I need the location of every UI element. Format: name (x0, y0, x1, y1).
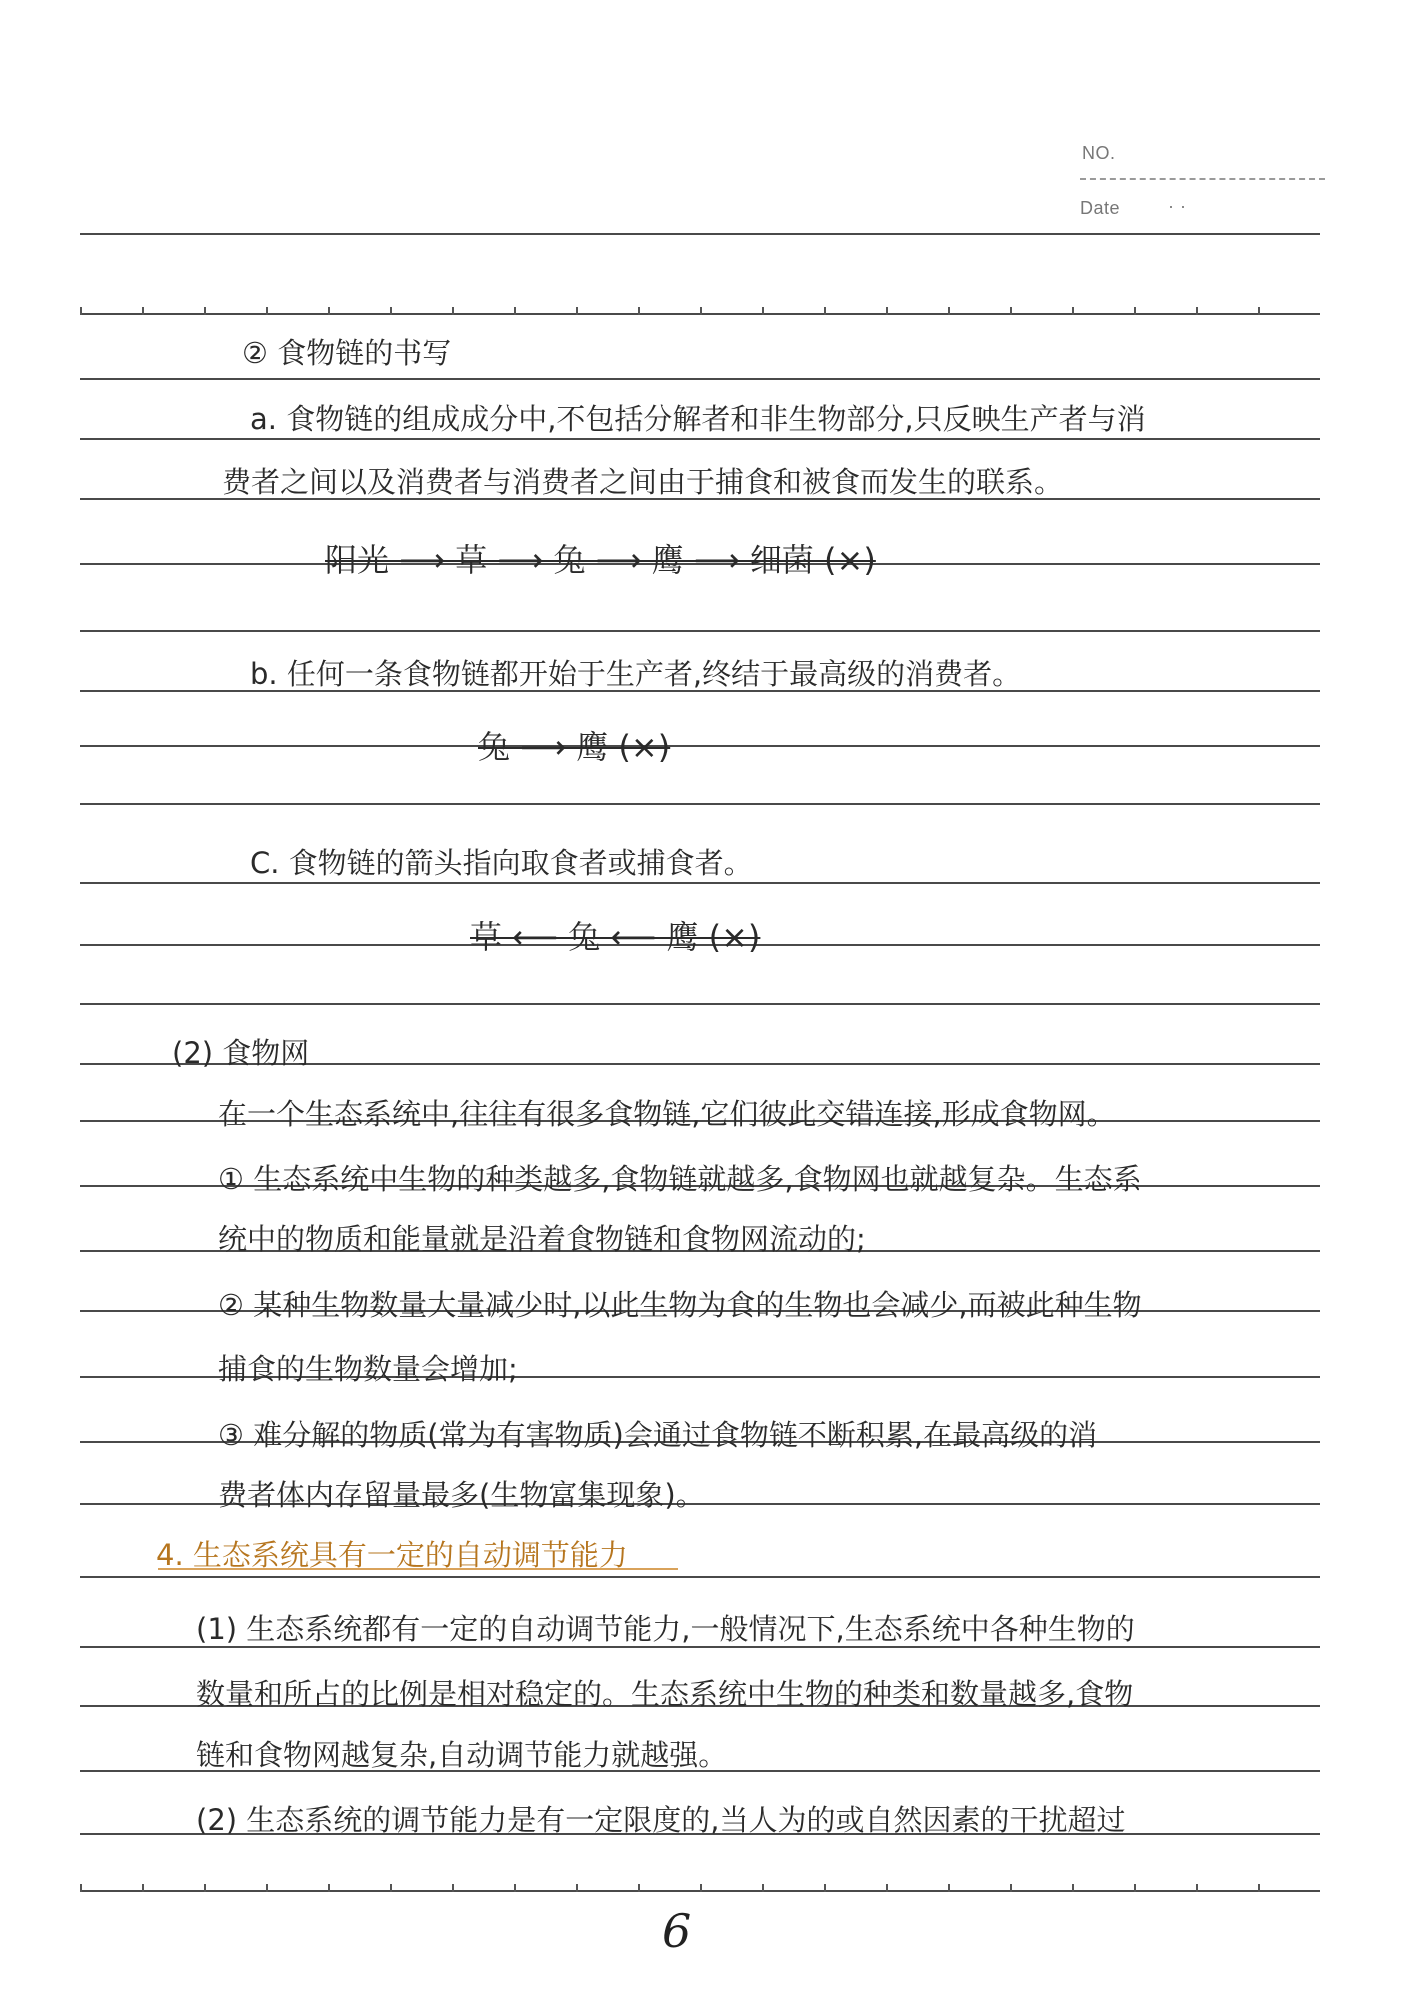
ruled-line (80, 630, 1320, 632)
ruled-line (80, 1003, 1320, 1005)
point-c-text: C. 食物链的箭头指向取食者或捕食者。 (250, 846, 753, 880)
ruled-line (80, 313, 1320, 315)
food-web-point-1: ① 生态系统中生物的种类越多,食物链就越多,食物网也就越复杂。生态系 (218, 1162, 1142, 1196)
ruled-line (80, 1646, 1320, 1648)
food-web-intro: 在一个生态系统中,往往有很多食物链,它们彼此交错连接,形成食物网。 (218, 1097, 1116, 1131)
example-c-crossed: 草 ⟵ 兔 ⟵ 鹰 (×) (470, 918, 761, 956)
header-dashed-line (1080, 178, 1325, 180)
example-b-crossed: 兔 ⟶ 鹰 (×) (478, 728, 671, 766)
page-number: 6 (662, 1904, 692, 1958)
ruled-line (80, 1890, 1320, 1892)
section-4-point-2: (2) 生态系统的调节能力是有一定限度的,当人为的或自然因素的干扰超过 (196, 1803, 1126, 1837)
section-4-title: 4. 生态系统具有一定的自动调节能力 (156, 1538, 628, 1572)
ruled-line (80, 378, 1320, 380)
chain-writing-title: ② 食物链的书写 (242, 336, 452, 370)
example-a-crossed: 阳光 ⟶ 草 ⟶ 兔 ⟶ 鹰 ⟶ 细菌 (×) (325, 541, 876, 579)
date-label: Date (1080, 198, 1121, 218)
ruled-line (80, 438, 1320, 440)
food-web-point-3: ③ 难分解的物质(常为有害物质)会通过食物链不断积累,在最高级的消 (218, 1418, 1098, 1452)
point-b-text: b. 任何一条食物链都开始于生产者,终结于最高级的消费者。 (250, 657, 1022, 691)
section-4-point-1-continued: 数量和所占的比例是相对稳定的。生态系统中生物的种类和数量越多,食物 (196, 1677, 1134, 1711)
ruled-line (80, 233, 1320, 235)
no-label: NO. (1082, 143, 1116, 163)
point-a-text: a. 食物链的组成成分中,不包括分解者和非生物部分,只反映生产者与消 (250, 402, 1146, 436)
food-web-point-2-continued: 捕食的生物数量会增加; (218, 1352, 518, 1386)
food-web-point-2: ② 某种生物数量大量减少时,以此生物为食的生物也会减少,而被此种生物 (218, 1288, 1142, 1322)
date-dots: · · (1168, 196, 1187, 216)
ruled-line (80, 1576, 1320, 1578)
food-web-point-3-continued: 费者体内存留量最多(生物富集现象)。 (218, 1478, 705, 1512)
food-web-title: (2) 食物网 (172, 1036, 310, 1070)
section-4-point-1: (1) 生态系统都有一定的自动调节能力,一般情况下,生态系统中各种生物的 (196, 1612, 1135, 1646)
ruled-line (80, 745, 1320, 747)
ruled-line (80, 882, 1320, 884)
food-web-point-1-continued: 统中的物质和能量就是沿着食物链和食物网流动的; (218, 1222, 866, 1256)
section-4-underline (158, 1568, 678, 1570)
point-a-continued: 费者之间以及消费者与消费者之间由于捕食和被食而发生的联系。 (222, 465, 1064, 499)
section-4-point-1-continued-2: 链和食物网越复杂,自动调节能力就越强。 (196, 1738, 728, 1772)
ruled-line (80, 803, 1320, 805)
